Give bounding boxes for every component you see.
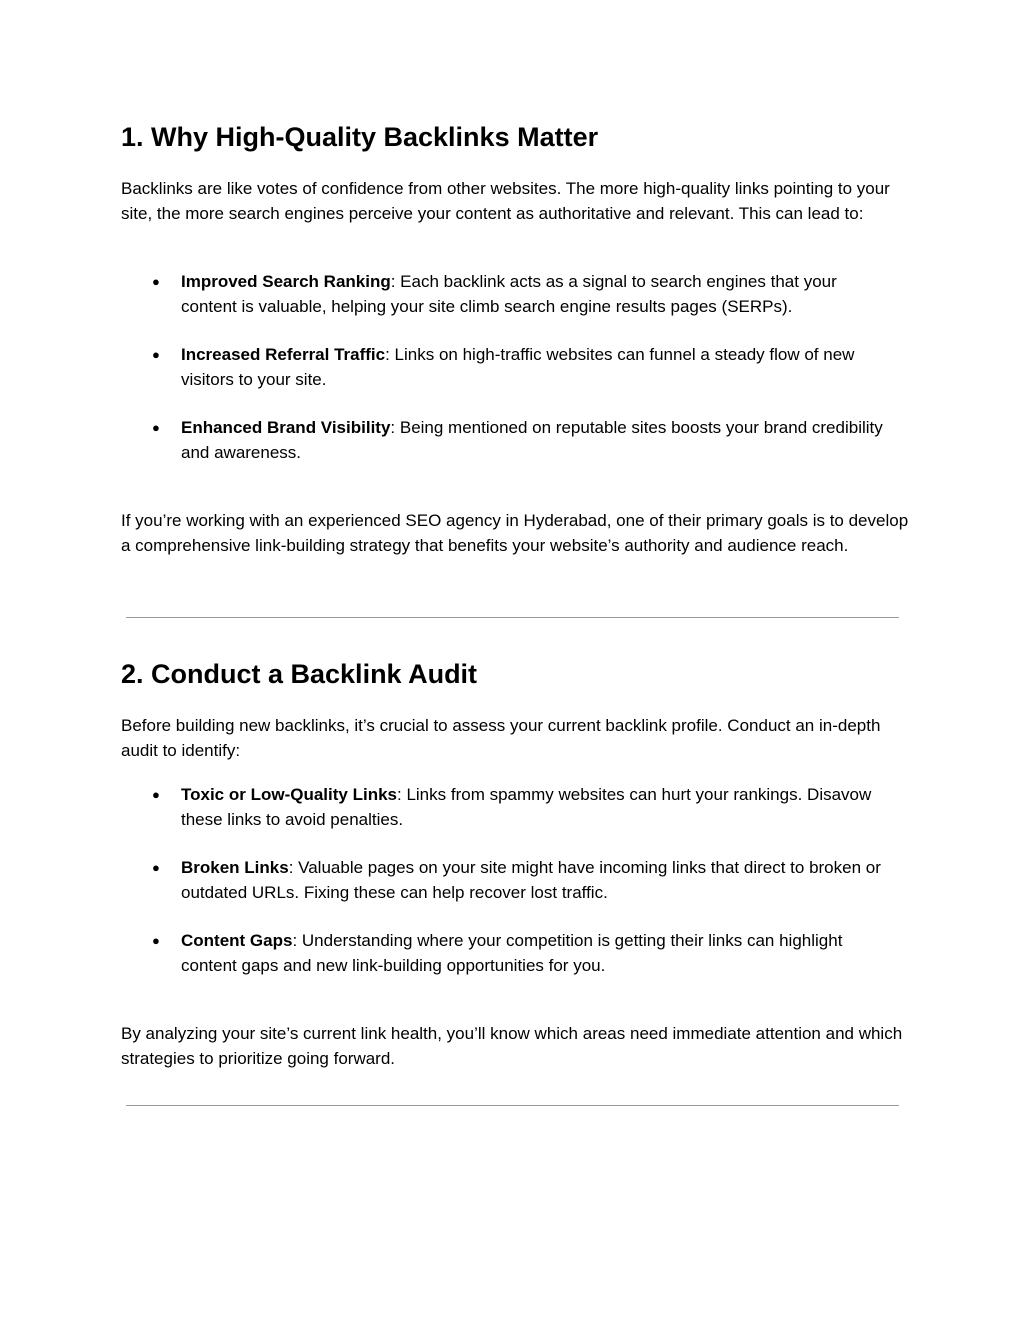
bullet-list [121, 270, 911, 489]
bullet-icon: ● [152, 933, 160, 948]
list-item-term: Toxic or Low-Quality Links [181, 785, 397, 804]
section-heading: 2. Conduct a Backlink Audit [121, 659, 478, 689]
list-item [121, 270, 896, 319]
section-heading: 1. Why High-Quality Backlinks Matter [121, 122, 599, 152]
horizontal-divider [126, 1105, 899, 1106]
list-item-term: Improved Search Ranking [181, 272, 391, 291]
list-item [121, 783, 896, 832]
list-item [121, 856, 896, 905]
list-item [121, 929, 896, 978]
list-item-text: : Links from spammy websites can hurt your rankings. Disavow these links to avoid penalties. [181, 785, 872, 829]
list-item-term: Content Gaps [181, 931, 293, 950]
list-item [121, 416, 896, 465]
list-item-text: : Understanding where your competition is getting their links can highlight content gaps and new link-building opportunities for you. [181, 931, 843, 975]
bullet-icon: ● [152, 420, 160, 435]
bullet-list [121, 783, 911, 1002]
list-item-term: Increased Referral Traffic [181, 345, 386, 364]
bullet-icon: ● [152, 347, 160, 362]
section-closing-paragraph: By analyzing your site’s current link health, you’ll know which areas need immediate attention and which strategies to prioritize going forward. [121, 1024, 903, 1068]
section-closing-paragraph: If you’re working with an experienced SEO agency in Hyderabad, one of their primary goals is to develop a comprehensive link-building strategy that benefits your website’s authority and audience reach. [121, 511, 909, 555]
list-item [121, 343, 896, 392]
list-item-text: : Links on high-traffic websites can funnel a steady flow of new visitors to your site. [181, 345, 855, 389]
list-item-text: : Valuable pages on your site might have incoming links that direct to broken or outdated URLs. Fixing these can help recover lost traffic. [181, 858, 881, 902]
list-item-text: : Each backlink acts as a signal to search engines that your content is valuable, helping your site climb search engine results pages (SERPs). [181, 272, 837, 316]
section-intro-paragraph: Before building new backlinks, it’s crucial to assess your current backlink profile. Conduct an in-depth audit to identify: [121, 716, 881, 760]
bullet-icon: ● [152, 860, 160, 875]
bullet-icon: ● [152, 274, 160, 289]
list-item-text: : Being mentioned on reputable sites boosts your brand credibility and awareness. [181, 418, 883, 462]
section-intro-paragraph: Backlinks are like votes of confidence from other websites. The more high-quality links pointing to your site, the more search engines perceive your content as authoritative and relevant. This can lead to: [121, 179, 890, 223]
list-item-term: Enhanced Brand Visibility [181, 418, 391, 437]
horizontal-divider [126, 617, 899, 618]
bullet-icon: ● [152, 787, 160, 802]
list-item-term: Broken Links [181, 858, 289, 877]
